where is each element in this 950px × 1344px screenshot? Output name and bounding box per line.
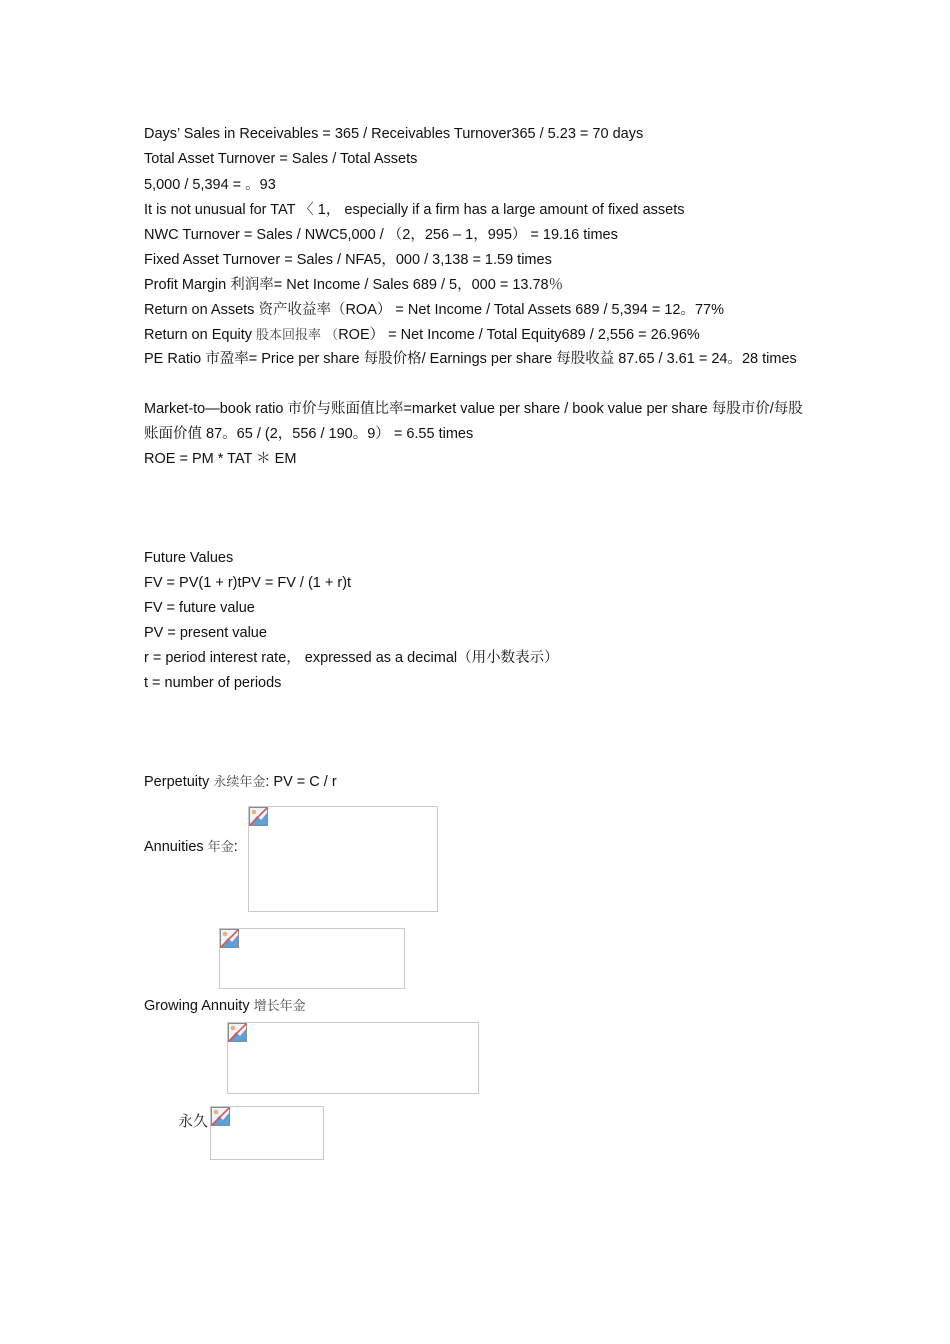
- roa-cn: 资产收益率（: [258, 302, 346, 318]
- growing-annuity-image: [227, 1022, 479, 1094]
- perpetuity-line: [144, 770, 337, 795]
- roe-dupont-line: ROE = PM * TAT ＊ EM: [144, 451, 297, 467]
- market-to-book-paragraph: Market-to—book ratio 市价与账面值比率=market value per share / book value per share 每股市价/每股账面价值 87。65 / (2，556 / 190。9） = 6.55 times: [144, 401, 803, 442]
- annuity-fv-image: [219, 928, 405, 989]
- annuity-formula-image: [248, 806, 438, 912]
- perpetuity-formula: : PV = C / r: [265, 774, 337, 790]
- t-definition: t = number of periods: [144, 675, 282, 691]
- roe-label: Return on Equity: [144, 327, 257, 343]
- broken-image-icon: [211, 1107, 230, 1126]
- roa-formula: ROA） = Net Income / Total Assets 689 / 5,394 = 12。77%: [345, 302, 725, 318]
- profit-margin-label: Profit Margin: [144, 277, 231, 293]
- pv-definition: PV = present value: [144, 625, 267, 641]
- growing-annuity-label: Growing Annuity: [144, 998, 254, 1014]
- broken-image-icon: [228, 1023, 247, 1042]
- annuities-cn: 年金: [207, 840, 234, 855]
- growing-annuity-cn: 增长年金: [253, 999, 306, 1014]
- roe-line: [144, 323, 700, 348]
- r-definition: r = period interest rate， expressed as a decimal（用小数表示）: [144, 650, 559, 666]
- pe-ratio-paragraph: PE Ratio 市盈率= Price per share 每股价格/ Earnings per share 每股收益 87.65 / 3.61 = 24。28 times: [144, 351, 797, 367]
- roa-label: Return on Assets: [144, 302, 259, 318]
- profit-margin-line: [144, 273, 563, 298]
- growing-annuity-line: [144, 994, 306, 1019]
- tat-line: Total Asset Turnover = Sales / Total Assets: [144, 151, 418, 167]
- perpetuity-cn: 永续年金: [213, 775, 266, 790]
- future-values-heading: Future Values: [144, 550, 234, 566]
- roa-line: [144, 298, 724, 323]
- annuities-colon: :: [233, 839, 238, 855]
- tat-note-line: It is not unusual for TAT 〈 1， especially if a firm has a large amount of fixed assets: [144, 202, 685, 218]
- fv-formula-line: FV = PV(1 + r)tPV = FV / (1 + r)t: [144, 575, 352, 591]
- profit-margin-formula: = Net Income / Sales 689 / 5，000 = 13.78％: [273, 277, 564, 293]
- perpetuity-label: Perpetuity: [144, 774, 214, 790]
- annuities-line: [144, 835, 238, 860]
- broken-image-icon: [220, 929, 239, 948]
- profit-margin-cn: 利润率: [230, 277, 274, 293]
- perpetual-formula-image: [210, 1106, 324, 1160]
- fv-definition: FV = future value: [144, 600, 255, 616]
- fixed-asset-turnover-line: Fixed Asset Turnover = Sales / NFA5，000 / 3,138 = 1.59 times: [144, 252, 552, 268]
- broken-image-icon: [249, 807, 268, 826]
- annuities-label: Annuities: [144, 839, 208, 855]
- tat-calc-line: 5,000 / 5,394 = 。93: [144, 177, 276, 193]
- perpetual-cn-label: 永久: [178, 1112, 209, 1130]
- nwc-turnover-line: NWC Turnover = Sales / NWC5,000 / （2，256 – 1，995） = 19.16 times: [144, 227, 618, 243]
- roe-cn: 股本回报率 （: [256, 328, 339, 343]
- days-sales-line: Days’ Sales in Receivables = 365 / Receivables Turnover365 / 5.23 = 70 days: [144, 126, 644, 142]
- roe-formula: ROE） = Net Income / Total Equity689 / 2,556 = 26.96%: [338, 327, 700, 343]
